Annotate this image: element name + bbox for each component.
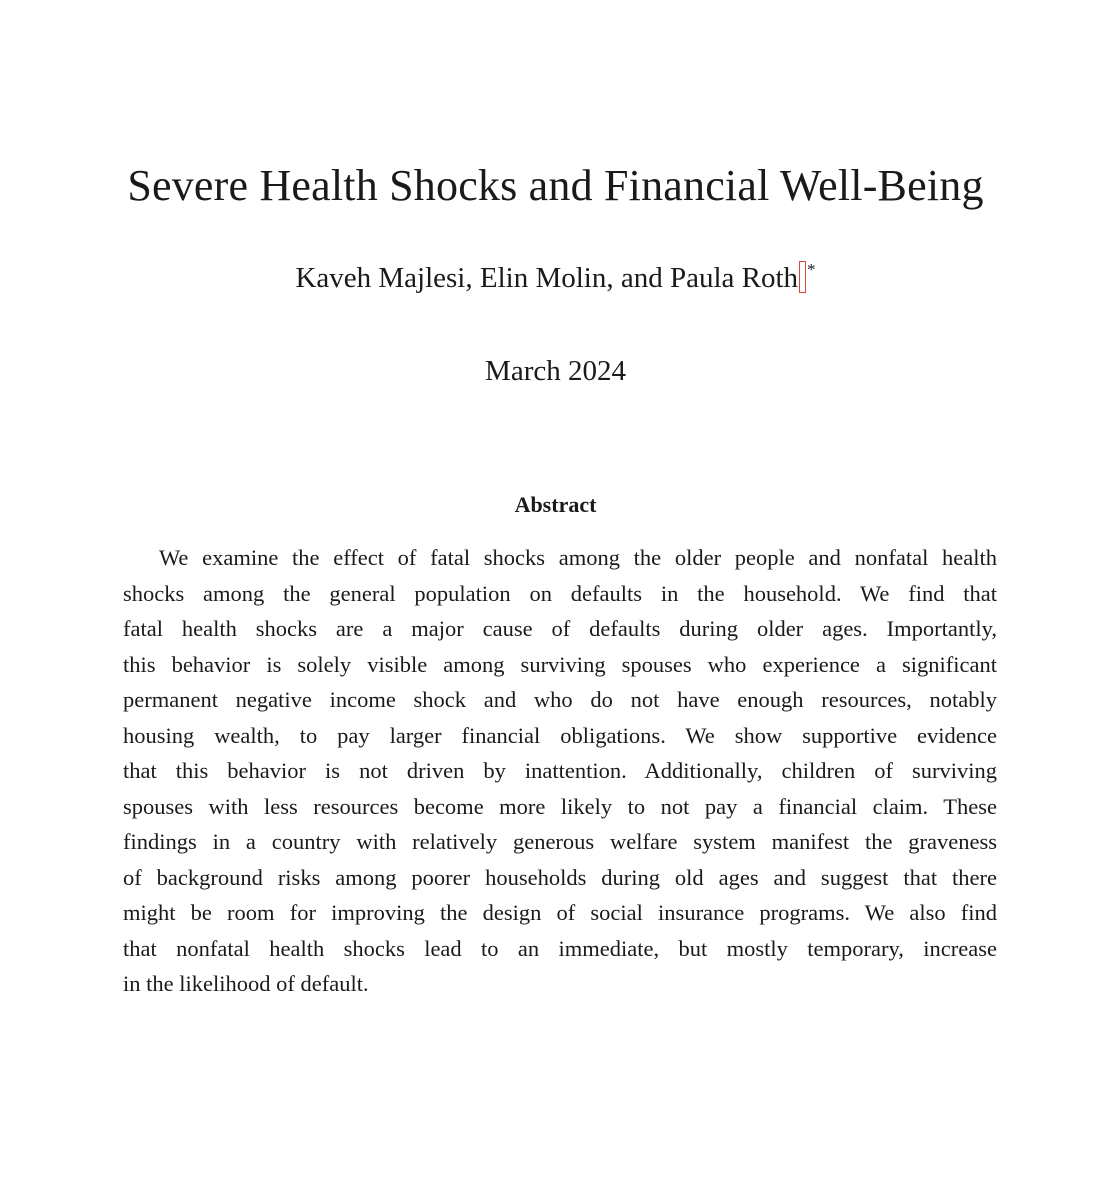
- abstract-line: fatal health shocks are a major cause of defaults during older ages. Importantly,: [123, 616, 997, 641]
- paper-title: Severe Health Shocks and Financial Well-Being: [127, 161, 984, 210]
- abstract-body: [123, 540, 997, 1002]
- abstract-line: We examine the effect of fatal shocks among the older people and nonfatal health: [159, 545, 997, 570]
- abstract-line: permanent negative income shock and who do not have enough resources, notably: [123, 687, 997, 712]
- abstract-line: of background risks among poorer households during old ages and suggest that there: [123, 864, 997, 890]
- abstract-line: that this behavior is not driven by inattention. Additionally, children of surviving: [123, 758, 997, 783]
- author-names: Kaveh Majlesi, Elin Molin, and Paula Roth: [295, 262, 799, 294]
- abstract-line: shocks among the general population on defaults in the household. We find that: [123, 580, 997, 606]
- abstract-line: spouses with less resources become more likely to not pay a financial claim. These: [123, 793, 997, 819]
- footnote-link-box[interactable]: [799, 261, 806, 293]
- abstract-line: findings in a country with relatively generous welfare system manifest the graveness: [123, 829, 997, 854]
- abstract-line: that nonfatal health shocks lead to an immediate, but mostly temporary, increase: [123, 935, 997, 961]
- author-list: [0, 262, 1111, 296]
- abstract-line: in the likelihood of default.: [123, 971, 369, 996]
- paper-date: March 2024: [485, 355, 626, 387]
- abstract-line: housing wealth, to pay larger financial obligations. We show supportive evidence: [123, 722, 997, 748]
- footnote-marker[interactable]: *: [807, 260, 816, 279]
- abstract-line: this behavior is solely visible among surviving spouses who experience a significant: [123, 651, 997, 677]
- abstract-heading: Abstract: [514, 492, 597, 517]
- abstract-line: might be room for improving the design of social insurance programs. We also find: [123, 900, 997, 925]
